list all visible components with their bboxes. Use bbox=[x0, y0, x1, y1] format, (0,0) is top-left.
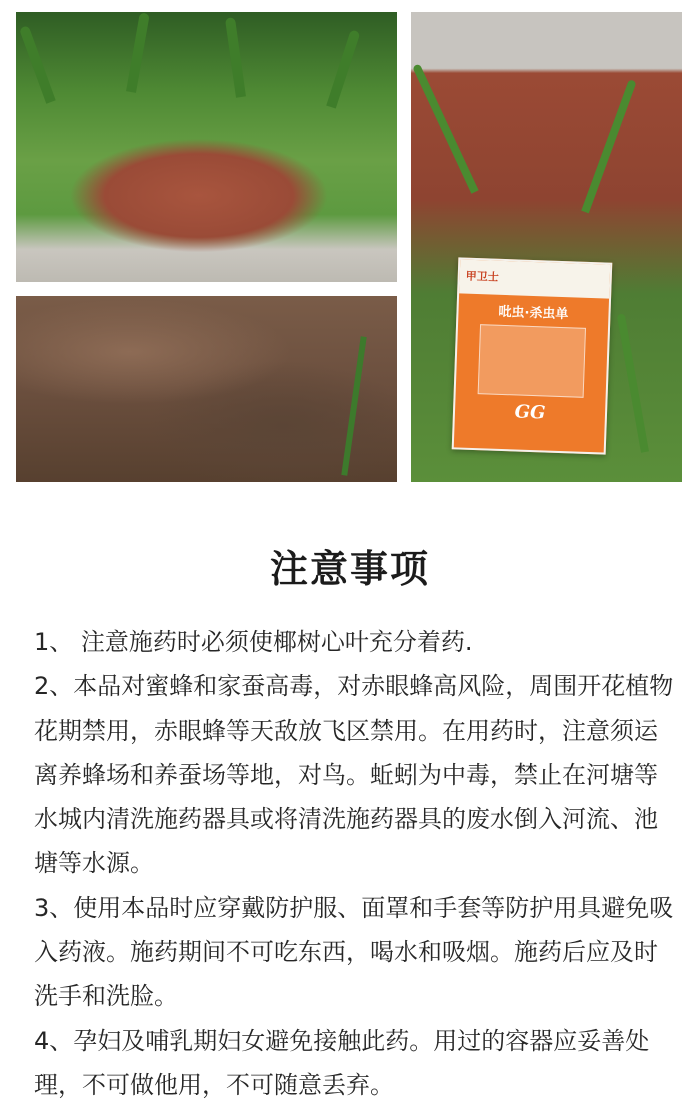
grass-blade bbox=[412, 63, 478, 193]
packet-label-box bbox=[478, 324, 586, 398]
product-packet-photo bbox=[411, 12, 682, 482]
soil-closeup-photo bbox=[16, 296, 397, 482]
grass-blade bbox=[581, 79, 636, 213]
grass-blade bbox=[326, 29, 360, 108]
packet-product-name: 吡虫·杀虫单 bbox=[498, 304, 569, 323]
notice-item-2: 2、本品对蜜蜂和家蚕高毒，对赤眼蜂高风险，周围开花植物花期禁用，赤眼蜂等天敌放飞区禁用。在用药时，注意须运离养蜂场和养蚕场等地，对鸟。蚯蚓为中毒，禁止在河塘等水城内清洗施药器具或将清洗施药器具的废水倒入河流、池塘等水源。 bbox=[34, 672, 674, 878]
grass-blade bbox=[126, 12, 150, 93]
ant-mound-photo bbox=[16, 12, 397, 282]
notice-item-4: 4、孕妇及哺乳期妇女避免接触此药。用过的容器应妥善处理，不可做他用，不可随意丢弃。 bbox=[34, 1026, 650, 1099]
notice-body bbox=[34, 620, 674, 1107]
grass-blade bbox=[617, 313, 649, 452]
packet-brand: 甲卫士 bbox=[465, 269, 499, 284]
notice-item-3: 3、使用本品时应穿戴防护服、面罩和手套等防护用具避免吸入药液。施药期间不可吃东西，喝水和吸烟。施药后应及时洗手和洗脸。 bbox=[34, 893, 674, 1011]
grass-blade bbox=[225, 17, 246, 98]
notice-title: 注意事项 bbox=[269, 547, 430, 591]
plant-stem bbox=[341, 336, 366, 475]
notice-item-1: 1、 注意施药时必须使椰树心叶充分着药. bbox=[34, 628, 473, 656]
packet-logo: GG bbox=[514, 401, 546, 424]
grass-blade bbox=[19, 25, 56, 104]
pesticide-packet bbox=[452, 257, 613, 454]
